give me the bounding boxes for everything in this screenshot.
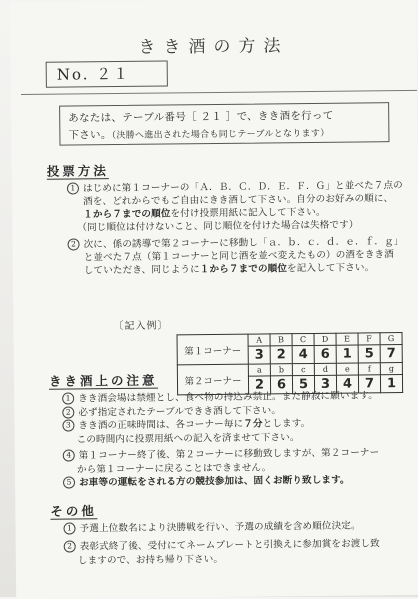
caution-bold-text: お車等の運転をされる方の競技参加は、固くお断り致します。 xyxy=(78,474,350,489)
circle-number: 2 xyxy=(62,406,74,418)
circle-number: 2 xyxy=(67,238,79,250)
column-header: G xyxy=(380,333,402,345)
rank-cell: 3 xyxy=(248,346,270,364)
voting-item-2-line-3 xyxy=(68,261,404,278)
table-number-tab: No. ２１ xyxy=(46,60,168,87)
caution-text: 必ず指定されたテーブルできき酒して下さい。 xyxy=(78,404,282,418)
circle-number: 1 xyxy=(63,522,75,534)
voting-item-2 xyxy=(67,235,403,278)
caution-text: 第１コーナー終了後、第２コーナーに移動致しますが、第２コーナー xyxy=(78,447,380,462)
list-item xyxy=(63,519,379,536)
caution-text-continued: から第１コーナーに戻ることはできません。 xyxy=(76,461,272,475)
rank-cell: 2 xyxy=(248,376,270,394)
other-text: 表彰式終了後、受付にてネームプレートと引換えに参加賞をお渡し致 xyxy=(79,538,380,553)
circle-number: 5 xyxy=(63,476,75,488)
column-header: d xyxy=(314,363,336,375)
voting-item-1-rank-bold: １から７までの順位 xyxy=(83,208,171,221)
rank-cell: 6 xyxy=(270,376,292,394)
rank-cell: 2 xyxy=(270,346,292,364)
notice-line-1: あなたは、テーブル番号［ ２１ ］で、きき酒を行って xyxy=(68,109,334,125)
column-header: E xyxy=(336,333,358,345)
voting-item-1-line-2: 酒を、どれからでもご自由にきき酒して下さい。自分のお好みの順に、 xyxy=(83,193,394,208)
voting-heading: 投票方法 xyxy=(46,163,109,179)
rank-cell: 5 xyxy=(292,375,314,393)
page-title: きき酒の方法 xyxy=(138,36,289,58)
caution-text: とします。 xyxy=(262,418,311,430)
document-page xyxy=(10,0,418,599)
caution-text: きき酒の正味時間は、各コーナー毎に xyxy=(78,418,244,432)
cautions-heading: きき酒上の注意 xyxy=(48,372,158,389)
caution-text: きき酒会場は禁煙とし、食べ物の持込み禁止。また静寂に願います。 xyxy=(78,390,378,405)
voting-item-2-rank-bold: １から７までの順位 xyxy=(199,263,288,276)
other-text-continued: しますので、お持ち帰り下さい。 xyxy=(77,553,224,567)
caution-text-continued: この時間内に投票用紙への記入を済ませて下さい。 xyxy=(76,431,300,445)
rank-cell: 5 xyxy=(358,345,380,363)
cautions-list xyxy=(62,389,380,490)
column-header: e xyxy=(336,363,358,375)
circle-number: 1 xyxy=(62,392,74,404)
column-header: D xyxy=(314,333,336,345)
row-label-corner-1: 第１コーナー xyxy=(177,334,248,365)
rank-cell: 4 xyxy=(292,345,314,363)
voting-item-2-line-2: と並べた７点（第１コーナーと同じ酒を並べ変えたもの）の酒をきき酒 xyxy=(83,249,394,264)
circle-number: 2 xyxy=(64,540,76,552)
voting-item-2-line-3-rest: を記入して下さい。 xyxy=(286,262,375,275)
header-rule xyxy=(21,90,417,95)
column-header: C xyxy=(292,333,314,345)
voting-item-2-line-3-pre: していただき、同じように xyxy=(83,264,200,277)
voting-item-2-line-1: 次に、係の誘導で第２コーナーに移動し「ａ．ｂ．ｃ．ｄ．ｅ．ｆ．ｇ」 xyxy=(83,236,404,251)
list-item xyxy=(63,473,380,490)
column-header: a xyxy=(248,364,270,376)
row-label-corner-2: 第２コーナー xyxy=(177,364,248,395)
caution-bold-text: ７分 xyxy=(243,418,263,430)
notice-line-2 xyxy=(68,124,380,145)
other-list xyxy=(63,519,380,568)
rank-cell: 6 xyxy=(314,345,336,363)
other-heading: その他 xyxy=(50,503,97,519)
circle-number: 3 xyxy=(62,419,74,431)
notice-line-2-small: （決勝へ進出された場合も同じテーブルとなります） xyxy=(111,128,330,142)
circle-number: 1 xyxy=(67,182,79,194)
rank-cell: 1 xyxy=(380,375,402,393)
voting-item-1-line-1: はじめに第１コーナーの「Ａ．Ｂ．Ｃ．Ｄ．Ｅ．Ｆ．Ｇ」と並べた７点の xyxy=(82,180,403,195)
rank-cell: 7 xyxy=(380,345,402,363)
rank-cell: 3 xyxy=(314,375,336,393)
circle-number: 4 xyxy=(63,449,75,461)
column-header: g xyxy=(380,363,402,375)
notice-line-2-main: 下さい。 xyxy=(68,129,112,142)
voting-item-1 xyxy=(67,179,403,235)
column-header: f xyxy=(358,363,380,375)
column-header: F xyxy=(358,333,380,345)
rank-cell: 4 xyxy=(336,375,358,393)
rank-cell: 1 xyxy=(336,345,358,363)
column-header: b xyxy=(270,364,292,376)
other-text: 予選上位数名により決勝戦を行い、予選の成績を含め順位決定。 xyxy=(79,520,361,535)
voting-item-1-line-3-rest: を付け投票用紙に記入して下さい。 xyxy=(170,206,326,220)
column-header: B xyxy=(270,334,292,346)
example-entry-table xyxy=(176,332,403,395)
rank-cell: 7 xyxy=(358,375,380,393)
column-header: A xyxy=(248,334,270,346)
table-notice-box xyxy=(59,102,389,145)
voting-item-1-line-4: （同じ順位は付けないこと、同じ順位を付けた場合は失格です） xyxy=(77,219,359,234)
example-label: 〔記入例〕 xyxy=(113,320,169,333)
column-header: c xyxy=(292,363,314,375)
